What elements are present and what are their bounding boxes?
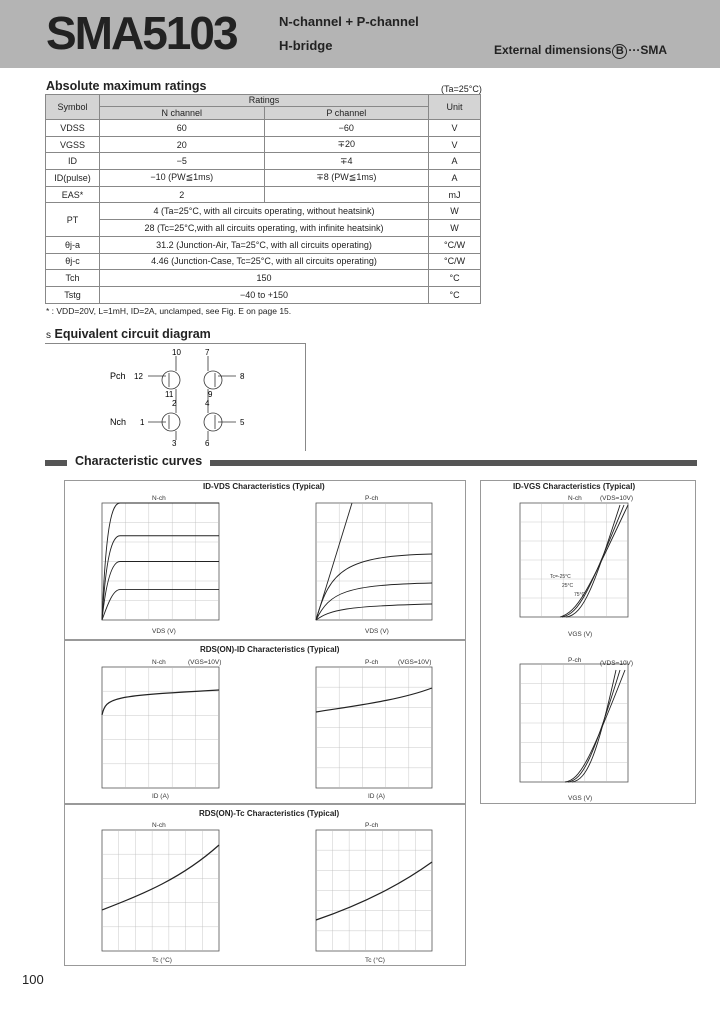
idvds-n-curve-2 <box>102 562 219 621</box>
idvgs-p-cond: (VDS=10V) <box>600 660 634 667</box>
subtitle-line1: N-channel + P-channel <box>279 14 419 29</box>
cell-unit: °C/W <box>429 253 481 270</box>
pin-4: 4 <box>205 399 210 408</box>
idvds-n-label: N-ch <box>152 495 166 502</box>
cell-unit: mJ <box>429 186 481 203</box>
pin-1: 1 <box>140 418 145 427</box>
cell-symbol: VGSS <box>46 136 100 153</box>
curves-title: Characteristic curves <box>72 454 205 468</box>
cell-symbol: θj-a <box>46 236 100 253</box>
cell-p: ∓4 <box>264 153 429 170</box>
ratings-title: Absolute maximum ratings <box>46 79 207 93</box>
cell-p: ∓8 (PW≦1ms) <box>264 170 429 187</box>
cell-value: 150 <box>99 270 428 287</box>
pin-2: 2 <box>172 399 177 408</box>
pin-8: 8 <box>240 372 245 381</box>
ext-dim-code: B <box>612 44 627 59</box>
pin-11: 11 <box>165 390 174 399</box>
rdstc-n-curve <box>102 845 219 910</box>
ext-dim-pkg: ···SMA <box>628 43 668 57</box>
cell-unit: A <box>429 153 481 170</box>
cell-n: 2 <box>99 186 264 203</box>
rdsid-n-xlabel: ID (A) <box>152 793 169 800</box>
cell-symbol: VDSS <box>46 120 100 137</box>
cell-value: 31.2 (Junction-Air, Ta=25°C, with all circuits operating) <box>99 236 428 253</box>
cell-pt-1: 4 (Ta=25°C, with all circuits operating, without heatsink) <box>99 203 428 220</box>
ratings-note: * : VDD=20V, L=1mH, ID=2A, unclamped, see Fig. E on page 15. <box>46 306 292 316</box>
rdstc-n-xlabel: Tc (°C) <box>152 957 172 964</box>
header-unit: Unit <box>429 95 481 120</box>
rdsid-n-curve <box>102 690 219 715</box>
rdsid-n-frame <box>102 667 219 788</box>
pin-9: 9 <box>208 390 213 399</box>
rdsid-p-xlabel: ID (A) <box>368 793 385 800</box>
idvds-p-curve-3 <box>316 604 432 620</box>
idvgs-p-curve-2 <box>572 670 616 782</box>
idvgs-p-xlabel: VGS (V) <box>568 795 593 802</box>
idvgs-p-label: P-ch <box>568 657 582 664</box>
pin-7: 7 <box>205 348 210 357</box>
header-symbol: Symbol <box>46 95 100 120</box>
cell-n: −10 (PW≦1ms) <box>99 170 264 187</box>
idvds-p-curve-2 <box>316 583 432 620</box>
title-rdson-tc: RDS(ON)-Tc Characteristics (Typical) <box>199 809 340 818</box>
subtitle-line2: H-bridge <box>279 38 333 53</box>
cell-symbol: PT <box>46 203 100 236</box>
title-id-vgs: ID-VGS Characteristics (Typical) <box>513 482 636 491</box>
idvgs-n-xlabel: VGS (V) <box>568 631 593 638</box>
cell-unit: A <box>429 170 481 187</box>
rdsid-p-label: P-ch <box>365 659 379 666</box>
cell-pt-2: 28 (Tc=25°C,with all circuits operating, with infinite heatsink) <box>99 220 428 237</box>
cell-n: −5 <box>99 153 264 170</box>
pin-10: 10 <box>172 348 181 357</box>
ratings-condition: (Ta=25°C) <box>441 84 482 94</box>
rdstc-n-frame <box>102 830 219 951</box>
header-n-channel: N channel <box>99 106 264 119</box>
header-p-channel: P channel <box>264 106 429 119</box>
cell-unit: °C/W <box>429 236 481 253</box>
cell-n: 60 <box>99 120 264 137</box>
rdstc-p-curve <box>316 862 432 920</box>
idvgs-p-curve-0 <box>565 670 625 782</box>
rdsid-p-curve <box>316 688 432 712</box>
ext-dim-label: External dimensions <box>494 43 612 57</box>
pin-5: 5 <box>240 418 245 427</box>
header-ratings: Ratings <box>99 95 428 107</box>
rdstc-p-label: P-ch <box>365 822 379 829</box>
cell-symbol: ID(pulse) <box>46 170 100 187</box>
idvds-n-curve-3 <box>102 590 219 620</box>
cell-symbol: Tch <box>46 270 100 287</box>
idvgs-temp-label: Tc=-25°C <box>550 574 571 580</box>
rdstc-n-label: N-ch <box>152 822 166 829</box>
idvds-n-xlabel: VDS (V) <box>152 628 176 635</box>
idvgs-n-label: N-ch <box>568 495 582 502</box>
idvds-n-curve-1 <box>102 536 219 620</box>
rdstc-p-xlabel: Tc (°C) <box>365 957 385 964</box>
idvds-p-xlabel: VDS (V) <box>365 628 389 635</box>
cell-symbol: ID <box>46 153 100 170</box>
idvds-p-label: P-ch <box>365 495 379 502</box>
rdsid-n-label: N-ch <box>152 659 166 666</box>
cell-p: ∓20 <box>264 136 429 153</box>
idvgs-temp-label: 75°C <box>574 592 586 598</box>
title-rdson-id: RDS(ON)-ID Characteristics (Typical) <box>200 645 340 654</box>
title-id-vds: ID-VDS Characteristics (Typical) <box>203 482 325 491</box>
nch-label: Nch <box>110 417 127 427</box>
part-number: SMA5103 <box>46 7 237 59</box>
cell-unit: W <box>429 203 481 220</box>
cell-value: 4.46 (Junction-Case, Tc=25°C, with all circuits operating) <box>99 253 428 270</box>
cell-p: −60 <box>264 120 429 137</box>
cell-unit: V <box>429 120 481 137</box>
pin-12: 12 <box>134 372 143 381</box>
idvgs-temp-label: 25°C <box>562 583 574 589</box>
cell-value: −40 to +150 <box>99 286 428 303</box>
cell-symbol: Tstg <box>46 286 100 303</box>
cell-n: 20 <box>99 136 264 153</box>
pin-6: 6 <box>205 439 210 446</box>
cell-unit: °C <box>429 286 481 303</box>
rdsid-n-cond: (VGS=10V) <box>188 659 222 666</box>
page-number: 100 <box>22 972 44 987</box>
cell-symbol: θj-c <box>46 253 100 270</box>
cell-symbol: EAS* <box>46 186 100 203</box>
pch-label: Pch <box>110 371 126 381</box>
rdsid-p-cond: (VGS=10V) <box>398 659 432 666</box>
cell-unit: W <box>429 220 481 237</box>
cell-unit: V <box>429 136 481 153</box>
cell-unit: °C <box>429 270 481 287</box>
pin-3: 3 <box>172 439 177 446</box>
circuit-title: s Equivalent circuit diagram <box>46 327 211 341</box>
idvgs-n-cond: (VDS=10V) <box>600 495 634 502</box>
